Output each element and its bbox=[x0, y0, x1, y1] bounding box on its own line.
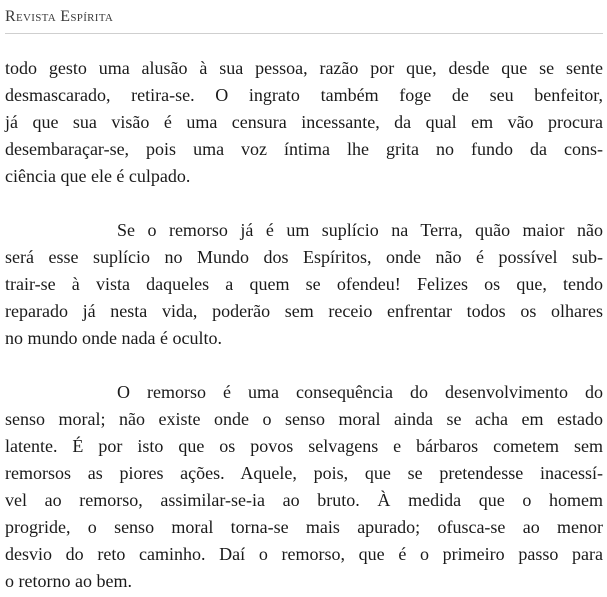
paragraph-1-line-5: ciência que ele é culpado. bbox=[5, 166, 191, 186]
paragraph-3-line-2: senso moral; não existe onde o senso moral ainda se acha em estado bbox=[5, 409, 603, 429]
paragraph-1-line-4: desembaraçar-se, pois uma voz íntima lhe grita no fundo da cons- bbox=[5, 139, 603, 159]
paragraph-2-line-3: trair-se à vista daqueles a quem se ofendeu! Felizes os que, tendo bbox=[5, 274, 603, 294]
paragraph-2-line-1: Se o remorso já é um suplício na Terra, quão maior não bbox=[117, 220, 603, 240]
paragraph-3-line-3: latente. É por isto que os povos selvagens e bárbaros cometem sem bbox=[5, 436, 603, 456]
header-divider bbox=[5, 33, 603, 34]
paragraph-3-line-5: vel ao remorso, assimilar-se-ia ao bruto. À medida que o homem bbox=[5, 490, 603, 510]
paragraph-2-line-4: reparado já nesta vida, poderão sem receio enfrentar todos os olhares bbox=[5, 301, 603, 321]
paragraph-2-line-5: no mundo onde nada é oculto. bbox=[5, 328, 222, 348]
paragraph-1-line-3: já que sua visão é uma censura incessante, da qual em vão procura bbox=[5, 112, 603, 132]
running-header: Revista Espírita bbox=[5, 8, 114, 25]
paragraph-1-line-1: todo gesto uma alusão à sua pessoa, razão por que, desde que se sente bbox=[5, 58, 603, 78]
paragraph-1-line-2: desmascarado, retira-se. O ingrato também foge de seu benfeitor, bbox=[5, 85, 603, 105]
paragraph-3-line-8: o retorno ao bem. bbox=[5, 571, 132, 591]
book-page bbox=[5, 0, 603, 597]
paragraph-3-line-4: remorsos as piores ações. Aquele, pois, que se pretendesse inacessí- bbox=[5, 463, 603, 483]
paragraph-3-line-1: O remorso é uma consequência do desenvolvimento do bbox=[117, 382, 603, 402]
paragraph-2-line-2: será esse suplício no Mundo dos Espíritos, onde não é possível sub- bbox=[5, 247, 603, 267]
paragraph-3-line-6: progride, o senso moral torna-se mais apurado; ofusca-se ao menor bbox=[5, 517, 603, 537]
paragraph-3-line-7: desvio do reto caminho. Daí o remorso, que é o primeiro passo para bbox=[5, 544, 603, 564]
